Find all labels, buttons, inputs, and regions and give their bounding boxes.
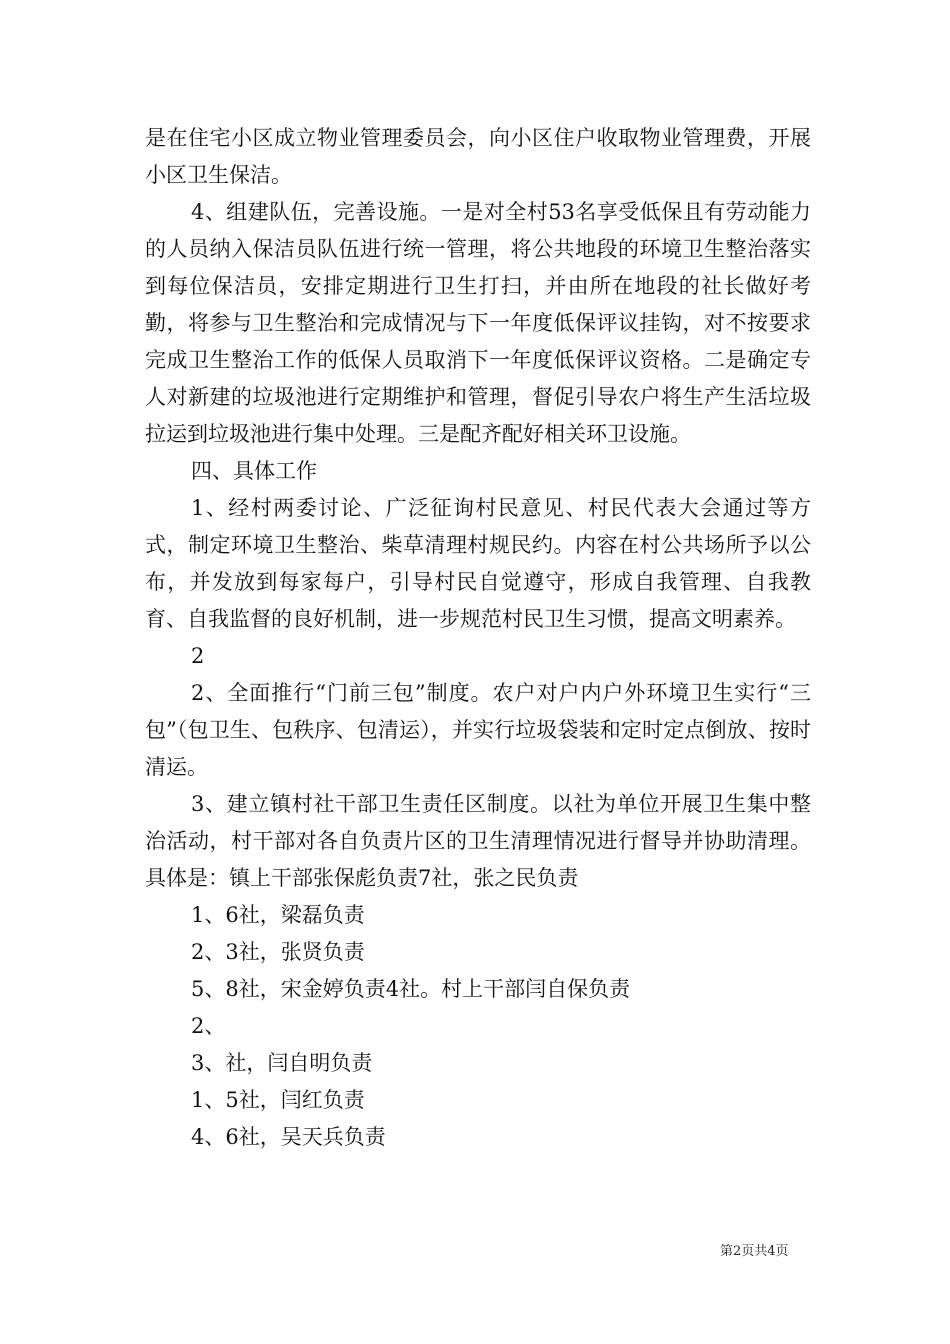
list-item: 4、6社，吴天兵负责 — [191, 1125, 386, 1149]
list-item: 3、社，闫自明负责 — [191, 1051, 373, 1075]
paragraph: 2、全面推行“门前三包”制度。农户对户内户外环境卫生实行“三包”（包卫生、包秩序、包清运），并实行垃圾袋装和定时定点倒放、按时清运。 — [145, 681, 811, 779]
paragraph: 1、经村两委讨论、广泛征询村民意见、村民代表大会通过等方式，制定环境卫生整治、柴草清理村规民约。内容在村公共场所予以公布，并发放到每家每户，引导村民自觉遵守，形成自我管理、自我教育、自我监督的良好机制，进一步规范村民卫生习惯，提高文明素养。 — [145, 496, 811, 631]
paragraph: 4、组建队伍，完善设施。一是对全村53名享受低保且有劳动能力的人员纳入保洁员队伍进行统一管理，将公共地段的环境卫生整治落实到每位保洁员，安排定期进行卫生打扫，并由所在地段的社长做好考勤，将参与卫生整治和完成情况与下一年度低保评议挂钩，对不按要求完成卫生整治工作的低保人员取消下一年度低保评议资格。二是确定专人对新建的垃圾池进行定期维护和管理，督促引导农户将生产生活垃圾拉运到垃圾池进行集中处理。三是配齐配好相关环卫设施。 — [145, 200, 811, 446]
document-body — [145, 120, 811, 1156]
section-heading: 四、具体工作 — [191, 459, 317, 483]
list-item: 1、5社，闫红负责 — [191, 1088, 365, 1112]
paragraph: 3、建立镇村社干部卫生责任区制度。以社为单位开展卫生集中整治活动，村干部对各自负责片区的卫生清理情况进行督导并协助清理。具体是：镇上干部张保彪负责7社，张之民负责 — [145, 792, 811, 890]
paragraph: 2 — [191, 644, 205, 668]
list-item: 2、 — [191, 1014, 226, 1038]
list-item: 2、3社，张贤负责 — [191, 940, 365, 964]
paragraph: 是在住宅小区成立物业管理委员会，向小区住户收取物业管理费，开展小区卫生保洁。 — [145, 126, 811, 187]
list-item: 1、6社，梁磊负责 — [191, 903, 365, 927]
page-number-footer: 第2页共4页 — [720, 1244, 789, 1259]
list-item: 5、8社，宋金婷负责4社。村上干部闫自保负责 — [191, 977, 631, 1001]
